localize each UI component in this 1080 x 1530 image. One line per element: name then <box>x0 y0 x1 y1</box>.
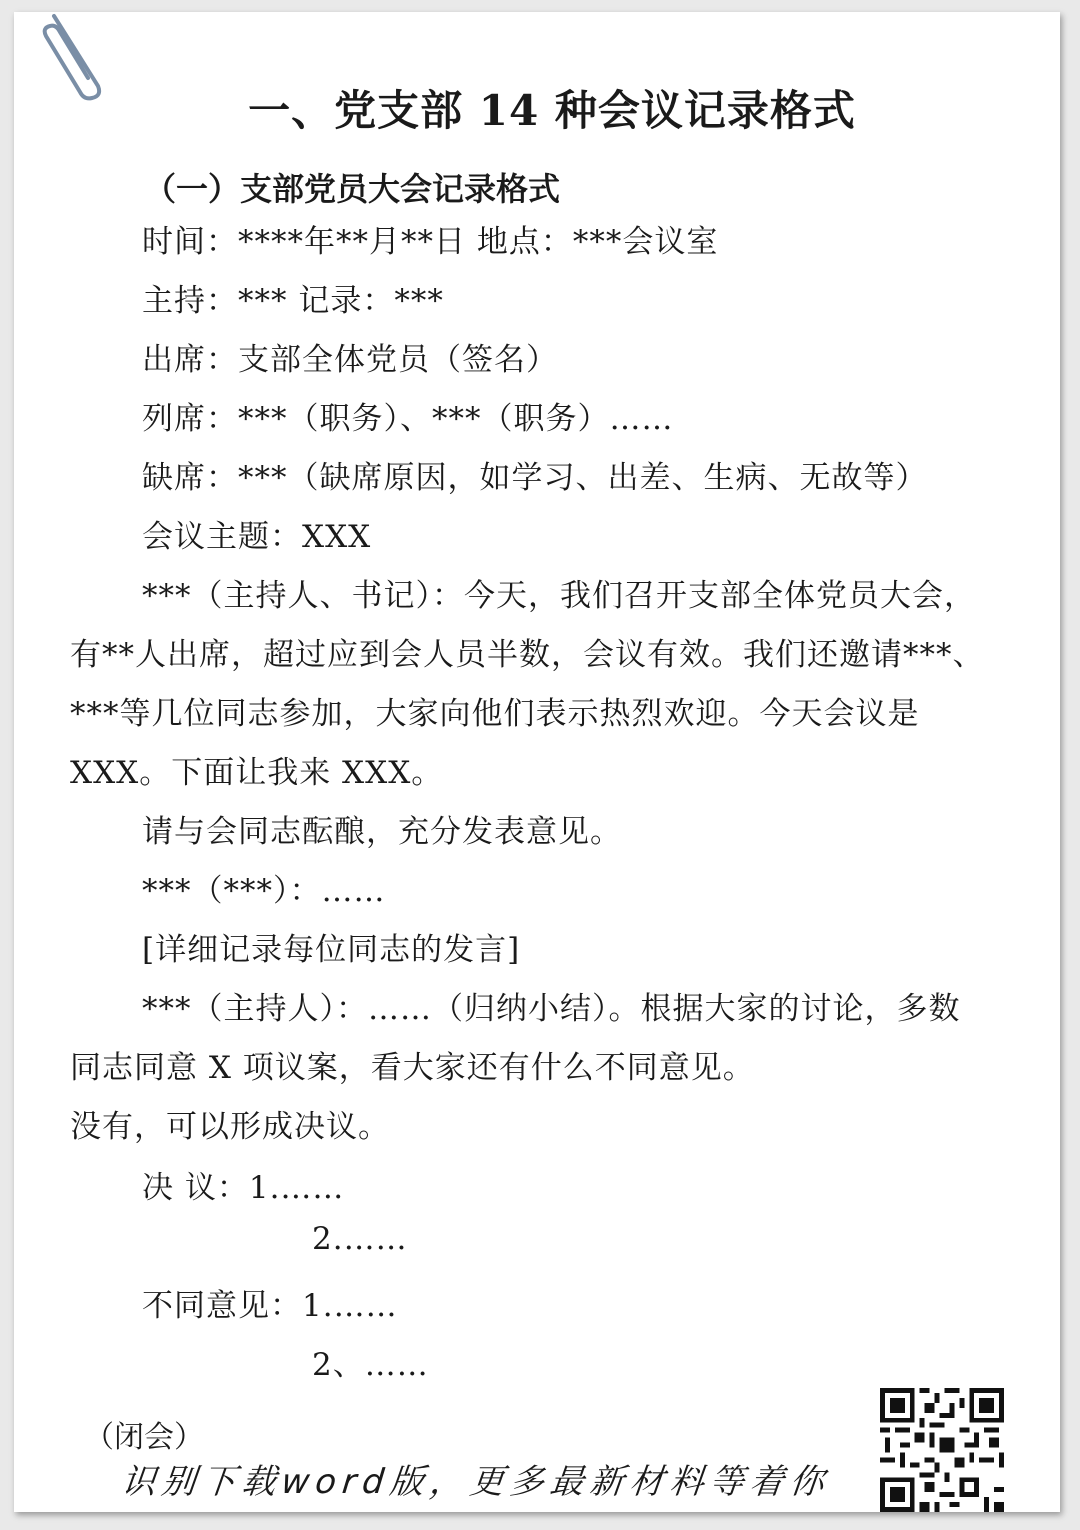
absent-line: 缺席：***（缺席原因，如学习、出差、生病、无故等） <box>142 460 928 496</box>
resolution-line-1: 决 议：1.…… <box>142 1170 345 1206</box>
deliberate-line: 请与会同志酝酿，充分发表意见。 <box>142 814 622 850</box>
attendance-line: 出席：支部全体党员（签名） <box>142 342 558 378</box>
opening-para-line-3: ***等几位同志参加，大家向他们表示热烈欢迎。今天会议是 <box>70 696 920 732</box>
summary-para-line-2: 同志同意 X 项议案，看大家还有什么不同意见。 <box>70 1050 755 1086</box>
summary-para-line-3: 没有，可以形成决议。 <box>70 1109 390 1145</box>
download-promo-text: 识别下载word版，更多最新材料等着你 <box>119 1462 832 1502</box>
time-place-line: 时间：****年**月**日 地点：***会议室 <box>142 224 719 260</box>
observer-line: 列席：***（职务）、***（职务）…… <box>142 401 674 437</box>
opening-para-line-2: 有**人出席，超过应到会人员半数，会议有效。我们还邀请***、 <box>70 637 985 673</box>
host-record-line: 主持：*** 记录：*** <box>142 283 444 319</box>
document-page <box>14 12 1060 1512</box>
opening-para-line-1: ***（主持人、书记）：今天，我们召开支部全体党员大会， <box>142 578 976 614</box>
opening-para-line-4: XXX。下面让我来 XXX。 <box>70 755 444 791</box>
qr-code-icon[interactable] <box>880 1388 1004 1512</box>
dissent-line-1: 不同意见：1.…… <box>142 1288 398 1324</box>
detail-note-line: [详细记录每位同志的发言] <box>142 932 521 968</box>
resolution-line-2: 2.…… <box>312 1221 408 1257</box>
page-title: 一、党支部 14 种会议记录格式 <box>248 86 856 135</box>
topic-line: 会议主题：XXX <box>142 519 372 555</box>
summary-para-line-1: ***（主持人）：……（归纳小结）。根据大家的讨论，多数 <box>142 991 961 1027</box>
dissent-line-2: 2、…… <box>312 1347 429 1383</box>
section-heading: （一）支部党员大会记录格式 <box>144 170 561 208</box>
speaker-line: ***（***）：…… <box>142 873 386 909</box>
closing-note: （闭会） <box>84 1420 204 1455</box>
